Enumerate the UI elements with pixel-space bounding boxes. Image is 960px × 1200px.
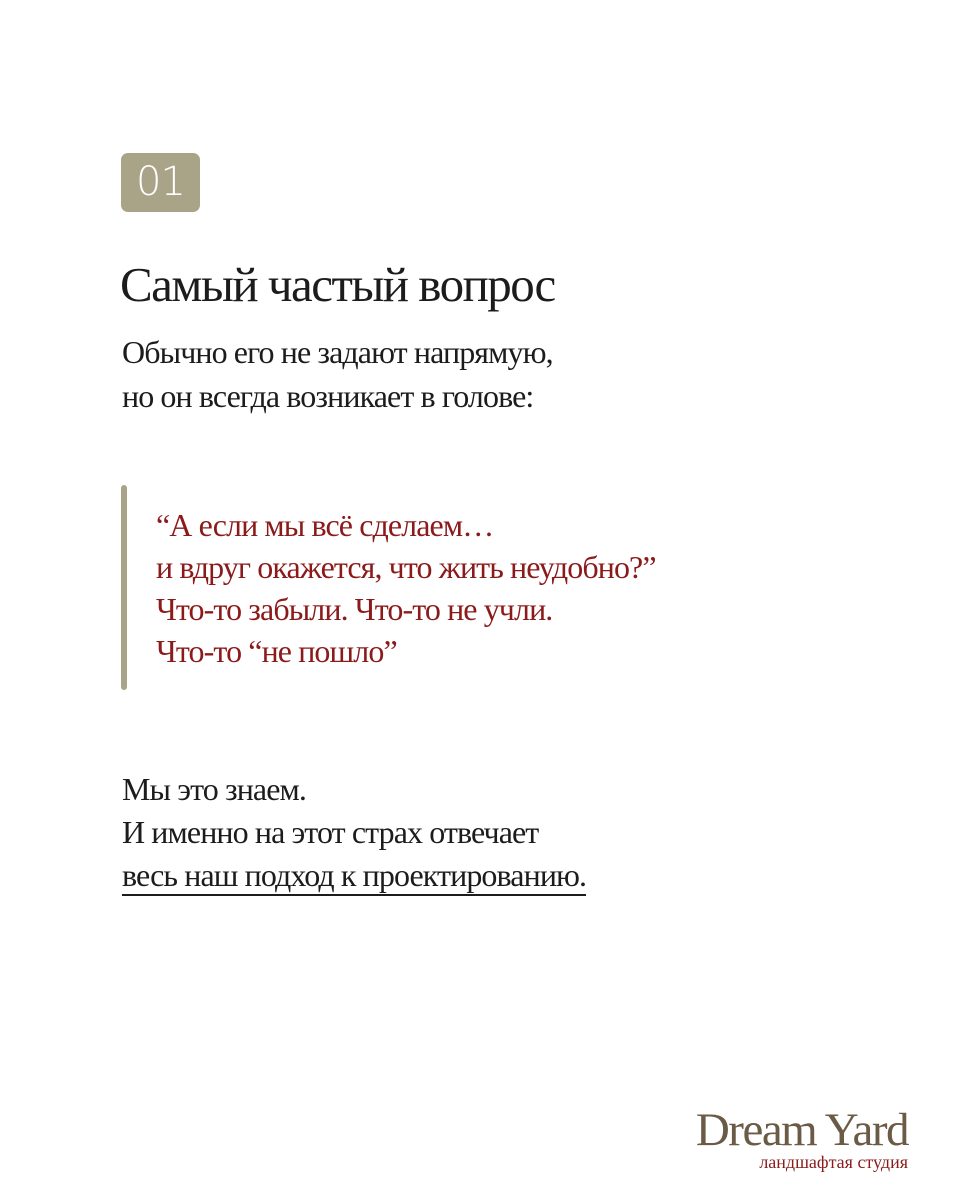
quote-accent-bar [121, 485, 127, 690]
conclusion-line-underlined: весь наш подход к проектированию. [122, 856, 586, 896]
quote-line: Что-то “не пошло” [156, 633, 397, 669]
intro-line: но он всегда возникает в голове: [122, 378, 534, 414]
quote-block [156, 504, 656, 672]
conclusion-text [122, 768, 586, 897]
page-title: Самый частый вопрос [120, 257, 555, 312]
logo-name: Dream Yard [695, 1104, 908, 1156]
quote-line: и вдруг окажется, что жить неудобно?” [156, 549, 656, 585]
conclusion-line: И именно на этот страх отвечает [122, 814, 539, 850]
conclusion-line: Мы это знаем. [122, 771, 306, 807]
logo-subtitle: ландшафтая студия [759, 1152, 908, 1172]
intro-line: Обычно его не задают напрямую, [122, 334, 553, 370]
step-number-badge: 01 [121, 153, 200, 212]
intro-text [122, 330, 553, 418]
quote-line: Что-то забыли. Что-то не учли. [156, 591, 553, 627]
brand-logo [696, 1104, 908, 1172]
quote-line: “А если мы всё сделаем… [156, 507, 494, 543]
